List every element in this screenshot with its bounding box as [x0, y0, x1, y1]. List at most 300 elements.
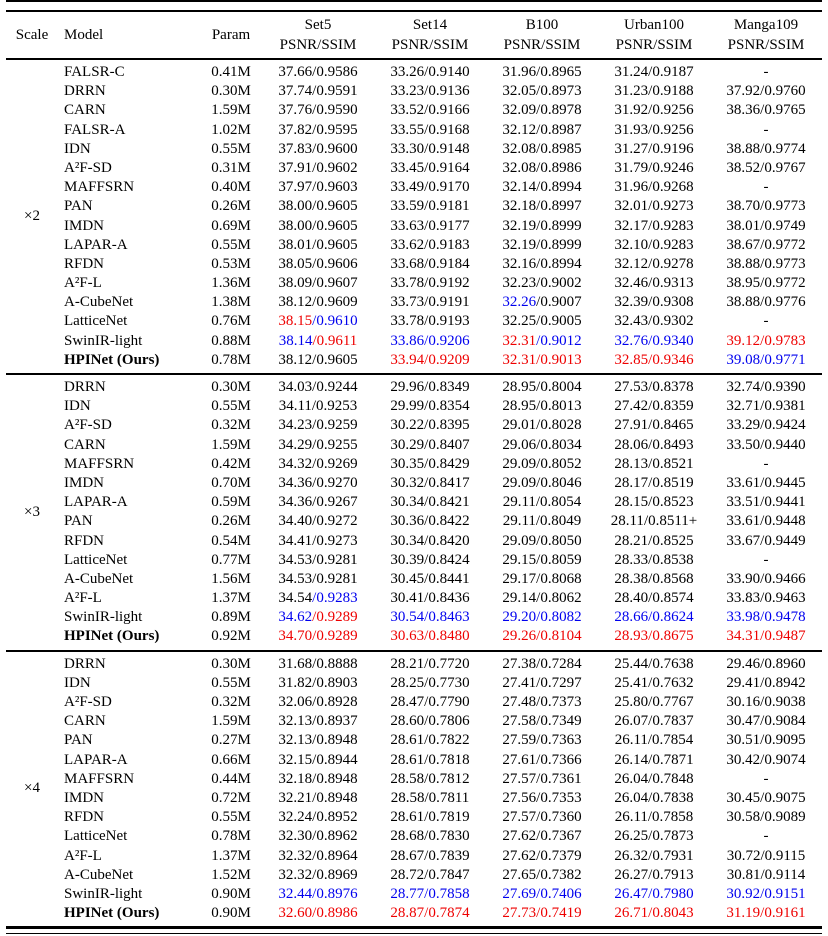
- ssim-value: /0.9441: [760, 494, 806, 511]
- ssim-value: /0.9273: [648, 198, 694, 215]
- model-name: IMDN: [64, 217, 104, 234]
- psnr-value: 38.09: [278, 275, 313, 292]
- psnr-value: 26.47: [614, 885, 649, 902]
- metric-cell: [486, 416, 598, 435]
- param-value: 1.56M: [211, 570, 251, 587]
- table-row: [58, 712, 822, 731]
- metric-cell: [262, 885, 374, 904]
- model-name: DRRN: [64, 655, 106, 672]
- ssim-value: /0.9440: [760, 436, 806, 453]
- ssim-value: /0.7873: [648, 828, 694, 845]
- param-value: 0.55M: [211, 809, 251, 826]
- psnr-value: 27.58: [502, 713, 537, 730]
- psnr-value: 34.31: [726, 628, 761, 645]
- ssim-value: /0.9206: [424, 332, 470, 349]
- model-name: LAPAR-A: [64, 236, 128, 253]
- metric-cell: [374, 63, 486, 82]
- ssim-value: /0.7848: [648, 770, 694, 787]
- metric-cell: [374, 416, 486, 435]
- psnr-value: 32.60: [278, 905, 313, 922]
- metric-cell: -: [763, 313, 769, 330]
- metric-cell: [598, 847, 710, 866]
- metric-cell: [262, 436, 374, 455]
- ssim-value: /0.9246: [648, 159, 694, 176]
- model-name: A-CubeNet: [64, 866, 134, 883]
- model-name: A²F-L: [64, 847, 102, 864]
- metric-cell: [262, 847, 374, 866]
- model-name: HPINet (Ours): [64, 351, 160, 368]
- ssim-value: /0.9586: [312, 64, 358, 80]
- metric-cell: [486, 474, 598, 493]
- metric-cell: [486, 512, 598, 531]
- param-value: 0.54M: [211, 532, 251, 549]
- psnr-value: 32.09: [502, 102, 537, 119]
- metric-cell: [486, 178, 598, 197]
- metric-cell: [486, 274, 598, 293]
- param-value: 0.92M: [211, 628, 251, 645]
- metric-cell: [710, 101, 822, 120]
- metric-cell: [374, 217, 486, 236]
- ssim-value: /0.8937: [312, 713, 358, 730]
- ssim-value: /0.9281: [312, 551, 358, 568]
- psnr-value: 27.57: [502, 770, 537, 787]
- psnr-value: 32.43: [614, 313, 649, 330]
- ssim-value: /0.9273: [312, 532, 358, 549]
- psnr-value: 30.35: [390, 455, 425, 472]
- psnr-value: 30.58: [726, 809, 761, 826]
- ssim-value: /0.7632: [648, 674, 694, 691]
- psnr-value: 27.62: [502, 828, 537, 845]
- param-value: 0.55M: [211, 140, 251, 157]
- psnr-value: 28.58: [390, 770, 425, 787]
- metric-cell: [374, 101, 486, 120]
- ssim-value: /0.7854: [647, 732, 694, 749]
- ssim-value: /0.9289: [312, 628, 358, 645]
- ssim-value: /0.8407: [424, 436, 470, 453]
- ssim-value: /0.8436: [424, 590, 470, 607]
- psnr-value: 27.91: [614, 417, 649, 434]
- ssim-value: /0.9209: [424, 351, 470, 368]
- ssim-value: /0.7913: [648, 866, 694, 883]
- metric-cell: [486, 674, 598, 693]
- psnr-value: 30.16: [726, 694, 761, 710]
- table-row: [58, 101, 822, 120]
- psnr-value: 37.91: [278, 159, 313, 176]
- param-value: 0.40M: [211, 179, 251, 196]
- ssim-value: /0.8999: [536, 217, 582, 234]
- metric-cell: [710, 236, 822, 255]
- ssim-value: /0.8049: [535, 513, 582, 530]
- psnr-value: 26.25: [614, 828, 649, 845]
- ssim-value: /0.9177: [424, 217, 470, 234]
- psnr-value: 34.36: [278, 494, 313, 511]
- psnr-value: 30.81: [726, 866, 761, 883]
- psnr-value: 33.30: [390, 140, 425, 157]
- psnr-value: 28.21: [614, 532, 649, 549]
- psnr-value: 31.96: [502, 64, 537, 80]
- ssim-value: /0.8062: [536, 590, 582, 607]
- metric-cell: -: [763, 64, 769, 80]
- ssim-value: /0.9605: [312, 217, 358, 234]
- psnr-value: 32.30: [278, 828, 313, 845]
- table-row: [58, 570, 822, 589]
- psnr-value: 38.01: [726, 217, 761, 234]
- metric-cell: [486, 655, 598, 674]
- ssim-value: /0.9184: [424, 255, 470, 272]
- ssim-value: /0.7361: [536, 770, 582, 787]
- metric-cell: [374, 455, 486, 474]
- psnr-value: 32.31: [502, 332, 537, 349]
- metric-cell: [374, 197, 486, 216]
- param-value: 0.32M: [211, 417, 251, 434]
- psnr-value: 33.98: [726, 609, 761, 626]
- metric-cell: [374, 847, 486, 866]
- metric-cell: [598, 674, 710, 693]
- header-b100: B100 PSNR/SSIM: [503, 17, 581, 53]
- psnr-value: 28.33: [614, 551, 649, 568]
- psnr-value: 29.15: [502, 551, 537, 568]
- psnr-value: 33.51: [726, 494, 761, 511]
- ssim-value: /0.8420: [424, 532, 470, 549]
- psnr-value: 32.10: [614, 236, 649, 253]
- psnr-value: 32.21: [278, 789, 313, 806]
- metric-cell: [710, 140, 822, 159]
- psnr-value: 34.41: [278, 532, 313, 549]
- psnr-value: 27.53: [614, 379, 649, 395]
- psnr-value: 33.59: [390, 198, 425, 215]
- metric-cell: [262, 904, 374, 923]
- psnr-value: 27.48: [502, 694, 537, 710]
- psnr-value: 34.53: [278, 551, 313, 568]
- psnr-value: 30.34: [390, 494, 425, 511]
- ssim-value: /0.8068: [536, 570, 582, 587]
- psnr-value: 33.73: [390, 294, 425, 311]
- psnr-value: 38.95: [726, 275, 761, 292]
- ssim-value: /0.9308: [648, 294, 694, 311]
- psnr-value: 28.61: [390, 809, 425, 826]
- ssim-value: /0.9602: [312, 159, 358, 176]
- table-row: [58, 770, 822, 789]
- psnr-value: 38.70: [726, 198, 761, 215]
- table-row: [58, 217, 822, 236]
- table-row: [58, 493, 822, 512]
- metric-cell: [710, 712, 822, 731]
- table-row: [58, 140, 822, 159]
- ssim-value: /0.9610: [312, 313, 358, 330]
- metric-cell: [598, 332, 710, 351]
- ssim-value: /0.8976: [312, 885, 358, 902]
- ssim-value: /0.9449: [760, 532, 806, 549]
- metric-cell: [262, 589, 374, 608]
- metric-cell: [374, 866, 486, 885]
- psnr-value: 31.82: [278, 674, 313, 691]
- psnr-value: 32.32: [278, 847, 313, 864]
- model-name: MAFFSRN: [64, 770, 135, 787]
- table-row: [58, 397, 822, 416]
- psnr-value: 33.86: [390, 332, 425, 349]
- ssim-value: /0.8994: [536, 255, 582, 272]
- psnr-value: 30.36: [390, 513, 425, 530]
- ssim-value: /0.8421: [424, 494, 470, 511]
- ssim-value: /0.9002: [536, 275, 582, 292]
- psnr-value: 32.23: [502, 275, 537, 292]
- model-name: SwinIR-light: [64, 609, 143, 626]
- metric-cell: [598, 121, 710, 140]
- metric-cell: [486, 121, 598, 140]
- metric-cell: [374, 332, 486, 351]
- psnr-value: 33.78: [390, 275, 425, 292]
- psnr-value: 37.92: [726, 83, 761, 100]
- table-row: [58, 789, 822, 808]
- psnr-value: 34.40: [278, 513, 313, 530]
- param-value: 0.41M: [211, 64, 251, 80]
- psnr-value: 32.18: [278, 770, 313, 787]
- ssim-value: /0.9463: [760, 590, 806, 607]
- psnr-value: 34.70: [278, 628, 313, 645]
- ssim-value: /0.9161: [760, 905, 806, 922]
- psnr-value: 29.14: [502, 590, 537, 607]
- psnr-value: 32.16: [502, 255, 537, 272]
- metric-cell: [598, 827, 710, 846]
- psnr-value: 27.73: [502, 905, 537, 922]
- ssim-value: /0.9767: [760, 159, 806, 176]
- metric-cell: [262, 674, 374, 693]
- table-row: [58, 674, 822, 693]
- psnr-value: 28.61: [390, 732, 425, 749]
- psnr-value: 31.19: [726, 905, 761, 922]
- psnr-value: 29.26: [502, 628, 537, 645]
- ssim-value: /0.8424: [424, 551, 470, 568]
- metric-cell: [710, 789, 822, 808]
- ssim-value: /0.9760: [760, 83, 806, 100]
- psnr-value: 28.38: [614, 570, 649, 587]
- psnr-value: 26.27: [614, 866, 649, 883]
- psnr-value: 28.11: [610, 513, 644, 530]
- metric-cell: [710, 493, 822, 512]
- ssim-value: /0.7858: [647, 809, 694, 826]
- metric-cell: [710, 904, 822, 923]
- header-scale: Scale: [15, 26, 49, 43]
- param-value: 0.55M: [211, 398, 251, 415]
- metric-cell: [486, 532, 598, 551]
- ssim-value: /0.8395: [424, 417, 470, 434]
- ssim-value: /0.7837: [648, 713, 694, 730]
- ssim-value: /0.7847: [424, 866, 470, 883]
- ssim-value: /0.9749: [760, 217, 806, 234]
- param-value: 0.32M: [211, 694, 251, 710]
- table-row: [58, 351, 822, 370]
- psnr-value: 32.06: [278, 694, 313, 710]
- psnr-value: 33.23: [390, 83, 425, 100]
- metric-cell: [598, 512, 710, 531]
- param-value: 0.27M: [211, 732, 251, 749]
- metric-cell: [262, 827, 374, 846]
- metric-cell: [486, 101, 598, 120]
- ssim-value: /0.9774: [760, 140, 806, 157]
- psnr-value: 32.12: [614, 255, 649, 272]
- ssim-value: /0.8978: [536, 102, 582, 119]
- group-rows: [58, 378, 822, 647]
- ssim-value: /0.9253: [311, 398, 358, 415]
- ssim-value: /0.9013: [536, 351, 582, 368]
- ssim-value: /0.9765: [760, 102, 806, 119]
- psnr-value: 31.79: [614, 159, 649, 176]
- ssim-value: /0.8962: [312, 828, 358, 845]
- ssim-value: /0.8349: [424, 379, 470, 395]
- model-name: LAPAR-A: [64, 494, 128, 511]
- psnr-value: 32.44: [278, 885, 313, 902]
- model-name: A-CubeNet: [64, 294, 134, 311]
- psnr-value: 32.31: [502, 351, 537, 368]
- ssim-value: /0.7819: [424, 809, 470, 826]
- ssim-value: /0.9783: [760, 332, 806, 349]
- metric-cell: [374, 351, 486, 370]
- ssim-value: /0.7806: [424, 713, 470, 730]
- ssim-value: /0.8354: [424, 398, 470, 415]
- metric-cell: [374, 731, 486, 750]
- psnr-value: 27.65: [502, 866, 537, 883]
- psnr-value: 32.25: [502, 313, 537, 330]
- param-value: 0.30M: [211, 379, 251, 395]
- table-row: [58, 731, 822, 750]
- metric-cell: [262, 121, 374, 140]
- model-name: A²F-SD: [64, 159, 112, 176]
- table-row: [58, 827, 822, 846]
- ssim-value: /0.9193: [424, 313, 470, 330]
- metric-cell: [598, 789, 710, 808]
- table-row: [58, 474, 822, 493]
- metric-cell: [598, 904, 710, 923]
- metric-cell: [486, 436, 598, 455]
- ssim-value: /0.7858: [424, 885, 470, 902]
- psnr-value: 30.41: [390, 590, 425, 607]
- ssim-value: /0.9038: [760, 694, 806, 710]
- ssim-value: /0.9256: [648, 102, 694, 119]
- metric-cell: [374, 655, 486, 674]
- ssim-value: /0.9244: [312, 379, 358, 395]
- table-row: [58, 274, 822, 293]
- table-row: [58, 455, 822, 474]
- group-rows: [58, 655, 822, 924]
- psnr-value: 33.61: [726, 474, 761, 491]
- ssim-value: /0.8948: [312, 789, 358, 806]
- param-value: 0.42M: [211, 455, 251, 472]
- metric-cell: [598, 627, 710, 646]
- ssim-value: /0.9281: [312, 570, 358, 587]
- ssim-value: /0.8463: [424, 609, 470, 626]
- psnr-value: 32.85: [614, 351, 649, 368]
- ssim-value: /0.8422: [424, 513, 470, 530]
- psnr-value: 34.23: [278, 417, 313, 434]
- ssim-value: /0.7871: [648, 751, 694, 768]
- psnr-value: 28.95: [502, 398, 537, 415]
- psnr-value: 32.46: [614, 275, 649, 292]
- psnr-value: 38.52: [726, 159, 761, 176]
- psnr-value: 29.41: [726, 674, 761, 691]
- ssim-value: /0.9269: [312, 455, 358, 472]
- ssim-value: /0.8985: [536, 140, 582, 157]
- metric-cell: [374, 693, 486, 712]
- psnr-value: 33.45: [390, 159, 425, 176]
- metric-cell: [598, 293, 710, 312]
- ssim-value: /0.7406: [536, 885, 582, 902]
- metric-cell: [710, 255, 822, 274]
- metric-cell: [710, 693, 822, 712]
- psnr-value: 33.67: [726, 532, 761, 549]
- model-name: LatticeNet: [64, 551, 128, 568]
- param-value: 0.53M: [211, 255, 251, 272]
- ssim-value: /0.7349: [536, 713, 582, 730]
- param-value: 0.30M: [211, 83, 251, 100]
- table-row: [58, 312, 822, 331]
- ssim-value: /0.9424: [760, 417, 806, 434]
- psnr-value: 33.29: [726, 417, 761, 434]
- metric-cell: [374, 904, 486, 923]
- metric-cell: [262, 532, 374, 551]
- ssim-value: /0.9466: [760, 570, 806, 587]
- psnr-value: 28.06: [614, 436, 649, 453]
- metric-cell: [598, 63, 710, 82]
- ssim-value: /0.8538: [648, 551, 694, 568]
- table-row: [58, 121, 822, 140]
- metric-cell: [486, 627, 598, 646]
- model-name: CARN: [64, 102, 106, 119]
- metric-cell: [262, 197, 374, 216]
- metric-cell: [598, 312, 710, 331]
- metric-cell: -: [763, 770, 769, 787]
- psnr-value: 28.13: [614, 455, 649, 472]
- ssim-value: /0.9270: [312, 474, 358, 491]
- psnr-value: 30.63: [390, 628, 425, 645]
- psnr-value: 25.41: [614, 674, 649, 691]
- ssim-value: /0.8999: [536, 236, 582, 253]
- ssim-value: /0.7360: [536, 809, 582, 826]
- psnr-value: 33.90: [726, 570, 761, 587]
- metric-cell: [374, 255, 486, 274]
- param-value: 0.69M: [211, 217, 251, 234]
- psnr-value: 27.42: [614, 398, 649, 415]
- psnr-value: 26.71: [614, 905, 649, 922]
- ssim-value: /0.8511+: [643, 513, 698, 530]
- metric-cell: [262, 608, 374, 627]
- metric-cell: [598, 82, 710, 101]
- psnr-value: 28.93: [614, 628, 649, 645]
- psnr-value: 31.68: [278, 655, 313, 672]
- table-row: [58, 332, 822, 351]
- ssim-value: /0.9181: [424, 198, 470, 215]
- ssim-value: /0.9005: [536, 313, 582, 330]
- param-value: 1.02M: [211, 121, 251, 138]
- param-value: 0.59M: [211, 494, 251, 511]
- metric-cell: [598, 397, 710, 416]
- psnr-value: 28.58: [390, 789, 425, 806]
- psnr-value: 25.44: [614, 655, 649, 672]
- header-set5: Set5 PSNR/SSIM: [279, 17, 357, 53]
- scale-group: [6, 60, 822, 373]
- bottom-rule-inner: [6, 933, 822, 934]
- metric-cell: [374, 397, 486, 416]
- metric-cell: [598, 770, 710, 789]
- table-row: [58, 693, 822, 712]
- metric-cell: [598, 378, 710, 397]
- ssim-value: /0.7379: [536, 847, 582, 864]
- model-name: IMDN: [64, 474, 104, 491]
- metric-cell: [486, 312, 598, 331]
- metric-cell: [486, 866, 598, 885]
- metric-cell: [486, 847, 598, 866]
- metric-cell: [598, 751, 710, 770]
- ssim-value: /0.9283: [312, 590, 358, 607]
